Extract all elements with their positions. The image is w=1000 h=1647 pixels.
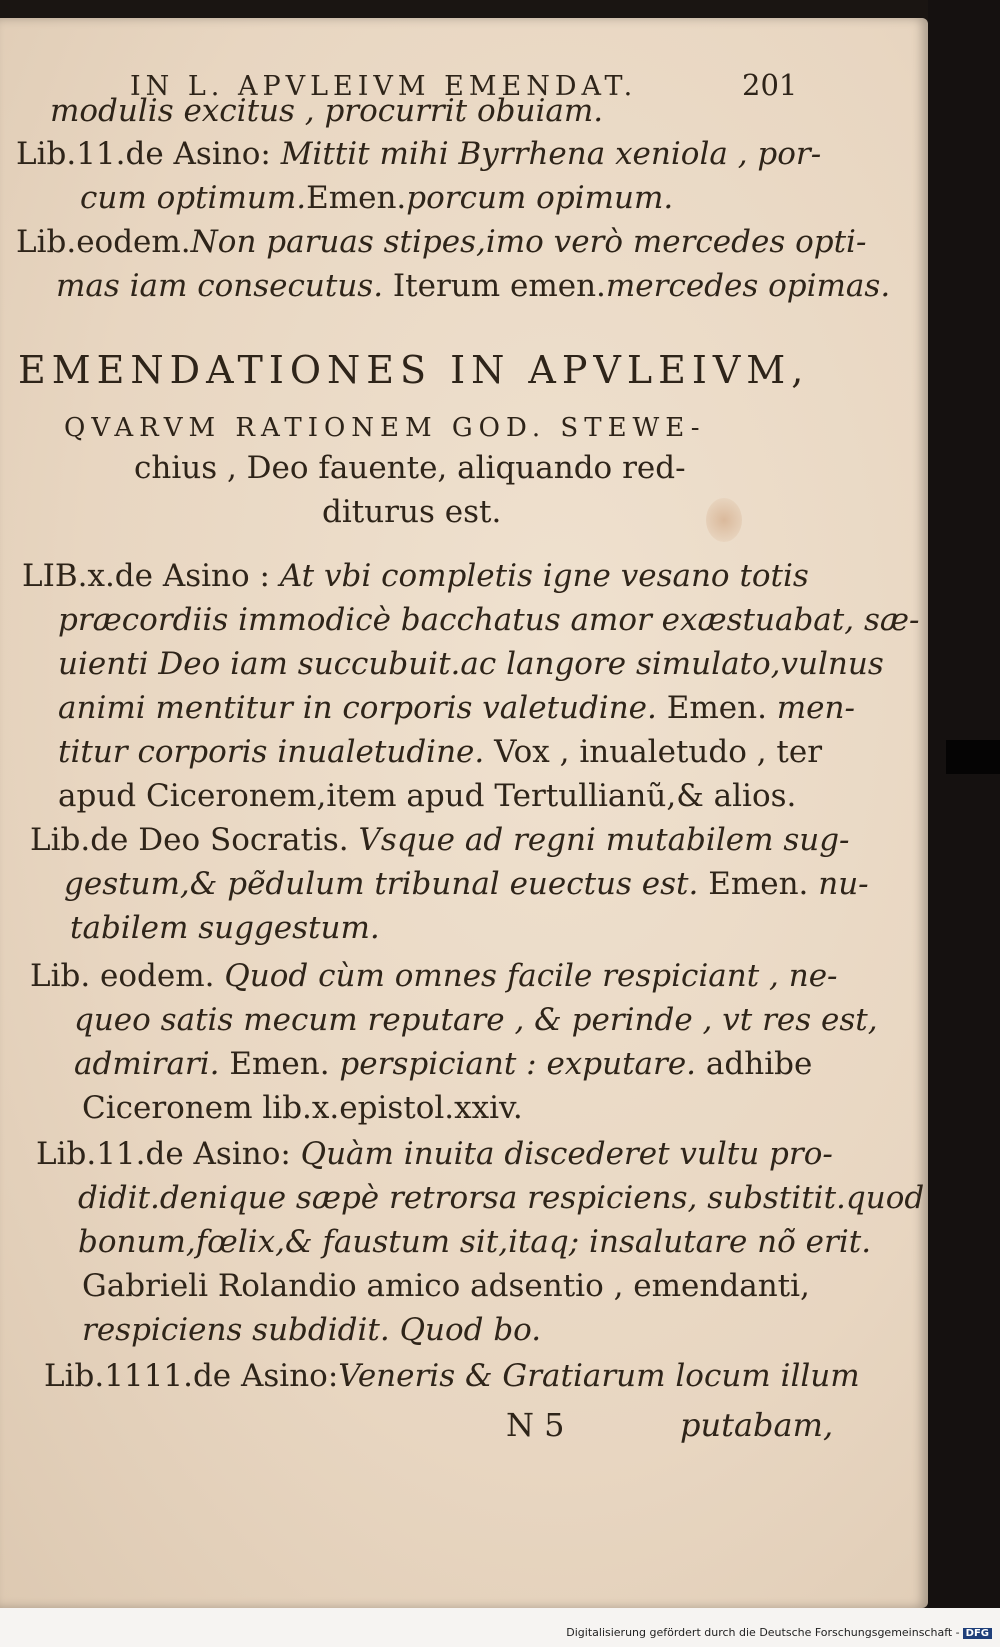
section-subtitle-line: chius , Deo fauente, aliquando red-: [134, 450, 686, 486]
text-line: uienti Deo iam succubuit.ac langore simulato,vulnus: [58, 646, 884, 682]
text-line: queo satis mecum reputare , & perinde , vt res est,: [74, 1002, 878, 1038]
credit-text: Digitalisierung gefördert durch die Deutsche Forschungsgemeinschaft -: [566, 1626, 960, 1639]
text-line: apud Ciceronem,item apud Tertullianũ,& alios.: [58, 778, 797, 814]
page-number: 201: [742, 68, 798, 102]
text-line: modulis excitus , procurrit obuiam.: [50, 93, 604, 129]
running-title: IN L. APVLEIVM EMENDAT.: [130, 71, 638, 102]
text-line: mas iam consecutus. Iterum emen.mercedes opimas.: [56, 268, 891, 304]
text-line: animi mentitur in corporis valetudine. Emen. men-: [58, 690, 855, 726]
credit-line: [566, 1626, 992, 1639]
text-line: Lib.11.de Asino: Quàm inuita discederet vultu pro-: [36, 1136, 833, 1172]
text-line: tabilem suggestum.: [70, 910, 380, 946]
text-line: Lib.de Deo Socratis. Vsque ad regni mutabilem sug-: [30, 822, 850, 858]
text-line: bonum,fœlix,& faustum sit,itaq; insalutare nõ erit.: [78, 1224, 872, 1260]
section-subtitle: QVARVM RATIONEM GOD. STEWE-: [64, 413, 706, 443]
book-page: [0, 18, 928, 1608]
catchword: putabam,: [680, 1406, 834, 1444]
signature-mark: N 5: [506, 1406, 565, 1444]
section-subtitle-line: diturus est.: [322, 494, 502, 530]
text-line: Lib.1111.de Asino:Veneris & Gratiarum locum illum: [44, 1358, 860, 1394]
text-line: Lib.eodem.Non paruas stipes,imo verò mercedes opti-: [16, 224, 867, 260]
text-line: didit.denique sæpè retrorsa respiciens, substitit.quod: [78, 1180, 925, 1216]
text-line: respiciens subdidit. Quod bo.: [82, 1312, 542, 1348]
section-title: EMENDATIONES IN APVLEIVM,: [18, 348, 810, 392]
page-tab: [946, 740, 1000, 774]
credit-bar: [0, 1608, 1000, 1647]
text-line: præcordiis immodicè bacchatus amor exæstuabat, sæ-: [58, 602, 920, 638]
text-line: Ciceronem lib.x.epistol.xxiv.: [82, 1090, 523, 1126]
text-line: gestum,& pẽdulum tribunal euectus est. Emen. nu-: [64, 866, 869, 902]
text-line: Gabrieli Rolandio amico adsentio , emendanti,: [82, 1268, 810, 1304]
text-line: admirari. Emen. perspiciant : exputare. adhibe: [74, 1046, 813, 1082]
paper-stain: [706, 498, 742, 542]
text-line: LIB.x.de Asino : At vbi completis igne vesano totis: [22, 558, 809, 594]
text-line: titur corporis inualetudine. Vox , inualetudo , ter: [58, 734, 823, 770]
text-line: Lib. eodem. Quod cùm omnes facile respiciant , ne-: [30, 958, 838, 994]
text-line: Lib.11.de Asino: Mittit mihi Byrrhena xeniola , por-: [16, 136, 822, 172]
dfg-logo: DFG: [963, 1628, 992, 1639]
page-margin-right: [928, 0, 1000, 1647]
text-line: cum optimum.Emen.porcum opimum.: [80, 180, 674, 216]
